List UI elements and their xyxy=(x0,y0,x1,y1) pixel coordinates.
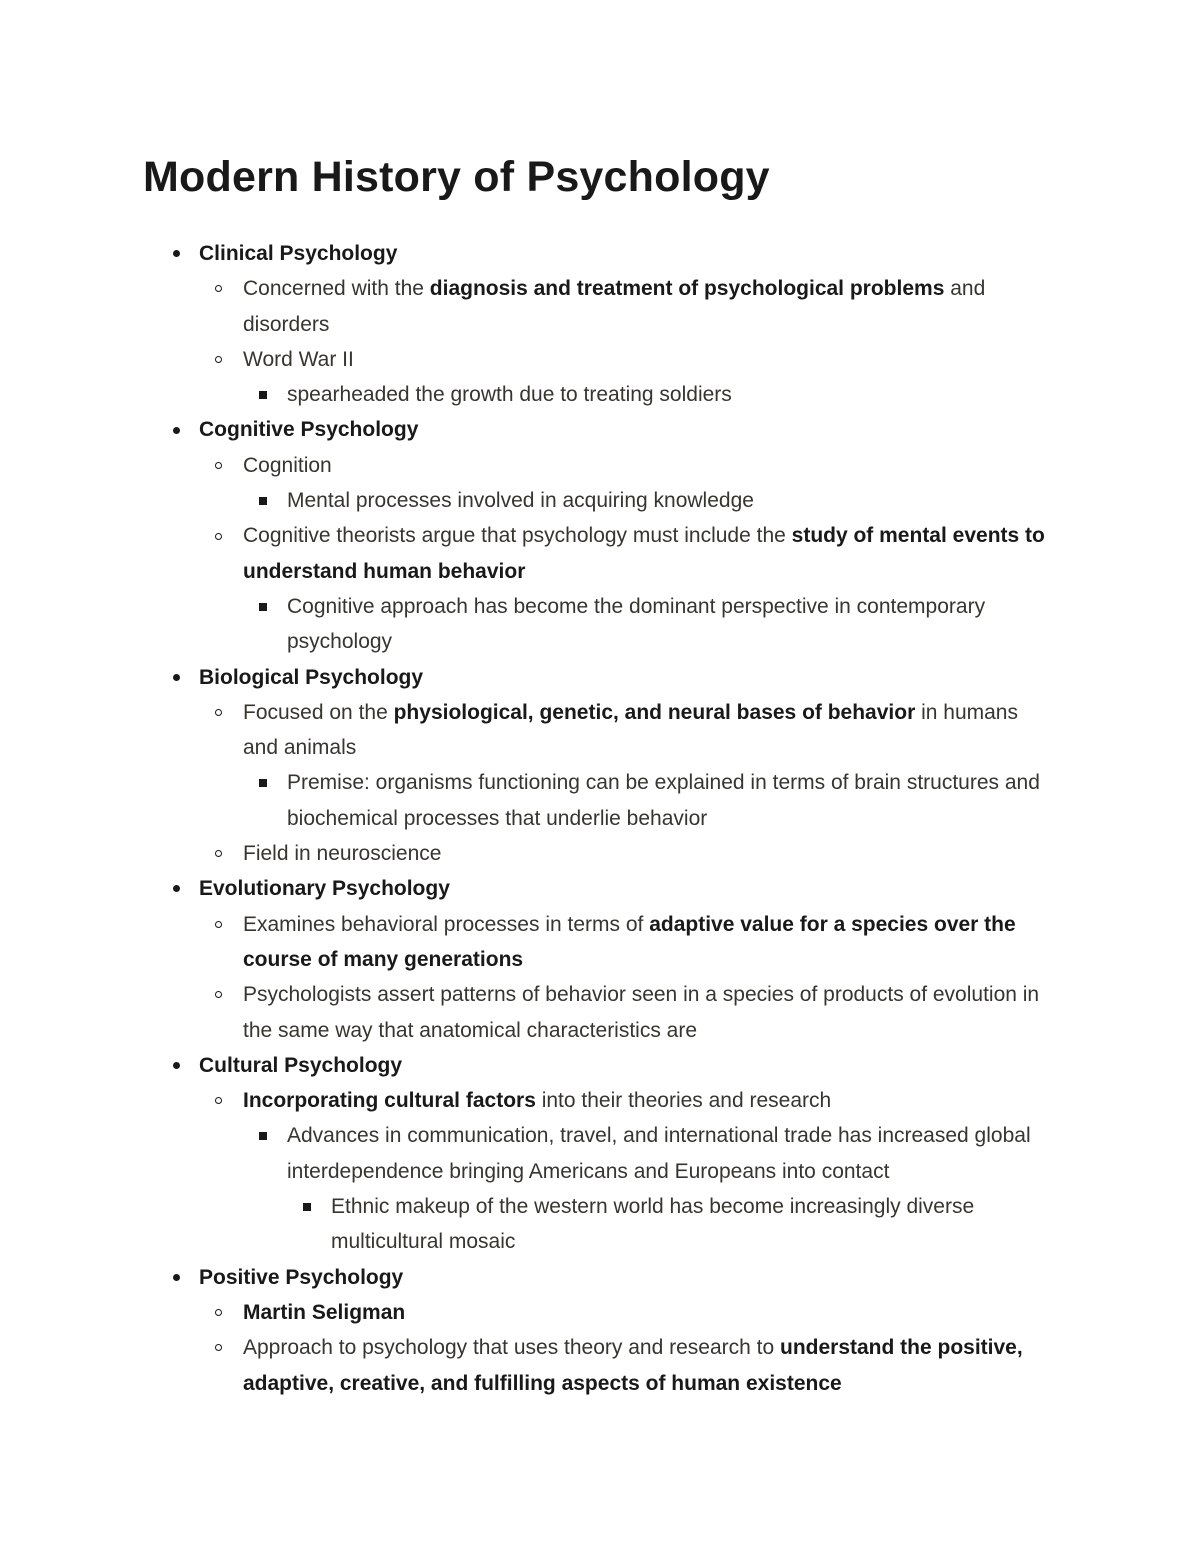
item-text: and disorders xyxy=(243,277,986,336)
topic-heading: Biological Psychology xyxy=(199,665,424,689)
bullet-circle-icon xyxy=(215,342,222,377)
list-item xyxy=(170,1295,1055,1330)
bullet-circle-icon xyxy=(215,695,222,730)
bullet-disc-icon xyxy=(173,412,180,447)
item-text: Concerned with the xyxy=(243,277,430,301)
list-item xyxy=(170,518,1055,589)
topic-cognitive-psychology xyxy=(170,412,1055,447)
list-item xyxy=(170,977,1055,1048)
list-item xyxy=(170,589,1055,660)
list-item xyxy=(170,1083,1055,1118)
topic-heading: Evolutionary Psychology xyxy=(199,877,450,901)
item-text: Field in neuroscience xyxy=(243,842,442,866)
item-emphasis: Incorporating cultural factors xyxy=(243,1089,536,1113)
list-item xyxy=(170,1189,1055,1260)
list-item xyxy=(170,1330,1055,1401)
bullet-disc-icon xyxy=(173,1260,180,1295)
item-emphasis: diagnosis and treatment of psychological problems xyxy=(429,277,945,301)
bullet-square-icon xyxy=(303,1189,311,1224)
topic-heading: Cultural Psychology xyxy=(199,1053,403,1077)
list-item xyxy=(170,907,1055,978)
bullet-square-icon xyxy=(259,377,267,412)
list-item xyxy=(170,765,1055,836)
list-item xyxy=(170,342,1055,377)
item-text: Cognitive theorists argue that psychology must include the xyxy=(243,524,792,548)
list-item xyxy=(170,483,1055,518)
bullet-disc-icon xyxy=(173,871,180,906)
list-item xyxy=(170,1118,1055,1189)
topic-evolutionary-psychology xyxy=(170,871,1055,906)
item-text: Cognition xyxy=(243,453,332,477)
item-text: Focused on the xyxy=(243,700,394,724)
item-text: Approach to psychology that uses theory and research to xyxy=(243,1336,780,1360)
topic-heading: Positive Psychology xyxy=(199,1265,404,1289)
item-emphasis: Martin Seligman xyxy=(243,1300,406,1324)
bullet-circle-icon xyxy=(215,518,222,553)
list-item xyxy=(170,377,1055,412)
item-emphasis: physiological, genetic, and neural bases of behavior xyxy=(393,700,916,724)
page-title: Modern History of Psychology xyxy=(143,153,770,201)
item-emphasis: adaptive value for a species over the course of many generations xyxy=(243,912,1016,971)
item-text: Psychologists assert patterns of behavior seen in a species of products of evolution in the same way that anatomical characteristics are xyxy=(243,983,1040,1042)
item-text: Advances in communication, travel, and international trade has increased global interdependence bringing Americans and Europeans into contact xyxy=(287,1124,1031,1183)
item-text: in humans and animals xyxy=(243,700,1018,760)
item-emphasis: understand the positive, adaptive, creative, and fulfilling aspects of human existence xyxy=(243,1336,1023,1395)
bullet-circle-icon xyxy=(215,836,222,871)
item-text: Word War II xyxy=(243,347,354,371)
bullet-square-icon xyxy=(259,589,267,624)
bullet-circle-icon xyxy=(215,1083,222,1118)
topic-outline xyxy=(170,236,1055,1401)
topic-positive-psychology xyxy=(170,1260,1055,1295)
topic-biological-psychology xyxy=(170,660,1055,695)
item-emphasis: study of mental events to understand human behavior xyxy=(243,524,1045,583)
topic-cultural-psychology xyxy=(170,1048,1055,1083)
bullet-circle-icon xyxy=(215,1330,222,1365)
bullet-circle-icon xyxy=(215,907,222,942)
bullet-square-icon xyxy=(259,765,267,800)
bullet-disc-icon xyxy=(173,660,180,695)
list-item xyxy=(170,271,1055,342)
item-text: Examines behavioral processes in terms of xyxy=(243,912,650,936)
list-item xyxy=(170,695,1055,766)
bullet-circle-icon xyxy=(215,977,222,1012)
bullet-disc-icon xyxy=(173,236,180,271)
bullet-square-icon xyxy=(259,1118,267,1153)
topic-heading: Clinical Psychology xyxy=(199,242,398,265)
bullet-square-icon xyxy=(259,483,267,518)
bullet-circle-icon xyxy=(215,1295,222,1330)
list-item xyxy=(170,448,1055,483)
item-text: spearheaded the growth due to treating soldiers xyxy=(287,383,732,407)
topic-clinical-psychology xyxy=(170,236,1055,271)
item-text: Premise: organisms functioning can be explained in terms of brain structures and biochemical processes that underlie behavior xyxy=(287,771,1040,830)
topic-heading: Cognitive Psychology xyxy=(199,418,419,442)
item-text: into their theories and research xyxy=(535,1089,832,1113)
bullet-circle-icon xyxy=(215,448,222,483)
item-text: Cognitive approach has become the dominant perspective in contemporary psychology xyxy=(287,594,986,654)
item-text: Mental processes involved in acquiring knowledge xyxy=(287,489,754,513)
bullet-circle-icon xyxy=(215,271,222,306)
item-text: Ethnic makeup of the western world has become increasingly diverse multicultural mosaic xyxy=(331,1195,975,1254)
list-item xyxy=(170,836,1055,871)
bullet-disc-icon xyxy=(173,1048,180,1083)
